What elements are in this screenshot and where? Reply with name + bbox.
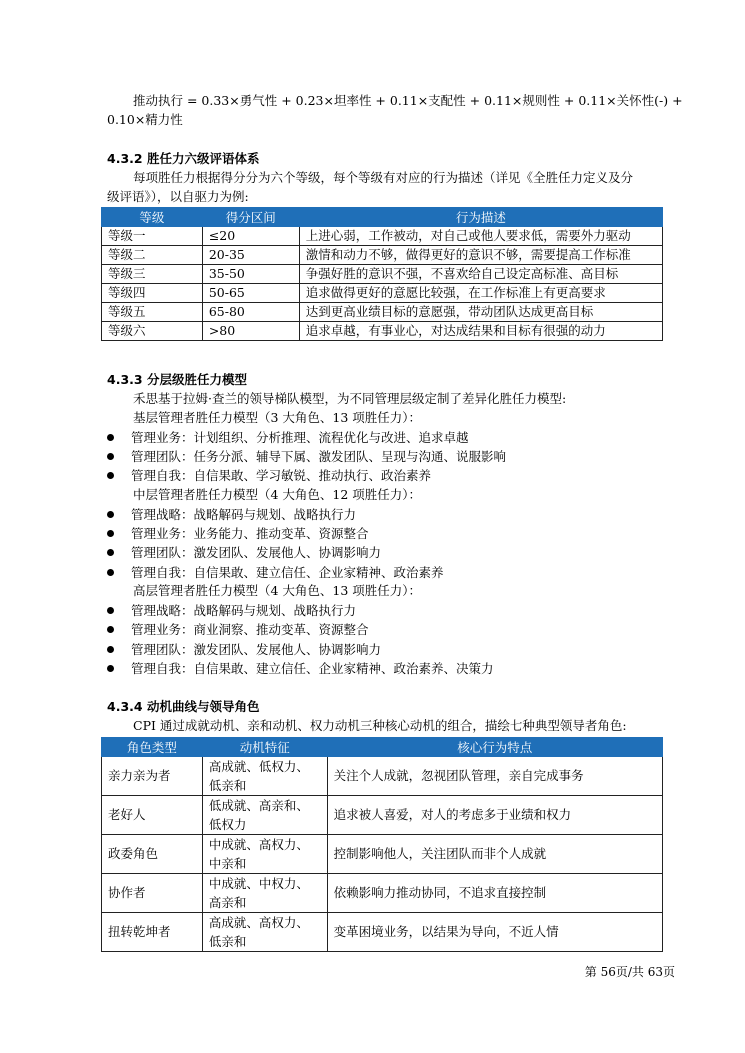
motive-cell: 中成就、中权力、 高亲和	[202, 874, 327, 913]
table-row	[102, 835, 663, 874]
core-behavior-cell: 依赖影响力推动协同，不追求直接控制	[327, 874, 662, 913]
motive-cell: 低成就、高亲和、 低权力	[202, 796, 327, 835]
table-row	[102, 796, 663, 835]
table-row	[102, 265, 663, 284]
formula-line-1: 推动执行 = 0.33×勇气性 + 0.23×坦率性 + 0.11×支配性 + 0.11×规则性 + 0.11×关怀性(-) +	[133, 93, 683, 108]
motive-cell: 中成就、高权力、 中亲和	[202, 835, 327, 874]
list-item: 管理自我：自信果敢、建立信任、企业家精神、政治素养、决策力	[107, 659, 494, 678]
bullet-icon	[107, 549, 114, 556]
bullet-icon	[107, 665, 114, 672]
bullet-icon	[107, 472, 114, 479]
behavior-cell: 争强好胜的意识不强，不喜欢给自己设定高标准、高目标	[299, 265, 662, 284]
bullet-icon	[107, 607, 114, 614]
col-header-motive: 动机特征	[202, 738, 327, 757]
bullet-icon	[107, 434, 114, 441]
core-behavior-cell: 关注个人成就，忽视团队管理，亲自完成事务	[327, 757, 662, 796]
section-heading-4-3-2: 4.3.2 胜任力六级评语体系	[107, 151, 260, 166]
role-cell: 政委角色	[102, 835, 203, 874]
role-cell: 老好人	[102, 796, 203, 835]
score-cell: >80	[202, 322, 299, 341]
level-cell: 等级六	[102, 322, 203, 341]
motive-cell: 高成就、高权力、 低亲和	[202, 913, 327, 952]
level-cell: 等级三	[102, 265, 203, 284]
bullet-icon	[107, 626, 114, 633]
behavior-cell: 上进心弱，工作被动，对自己或他人要求低，需要外力驱动	[299, 227, 662, 246]
table-row	[102, 227, 663, 246]
list-item: 管理自我：自信果敢、建立信任、企业家精神、政治素养	[107, 563, 444, 582]
table-header-row	[102, 208, 663, 227]
section-heading-4-3-3: 4.3.3 分层级胜任力模型	[107, 372, 247, 387]
score-cell: 50-65	[202, 284, 299, 303]
paragraph-line-1: 每项胜任力根据得分分为六个等级，每个等级有对应的行为描述（详见《全胜任力定义及分	[133, 170, 634, 185]
behavior-cell: 追求做得更好的意愿比较强，在工作标准上有更高要求	[299, 284, 662, 303]
formula-line-2: 0.10×精力性	[107, 112, 183, 127]
level-cell: 等级五	[102, 303, 203, 322]
score-cell: 65-80	[202, 303, 299, 322]
motive-cell: 高成就、低权力、 低亲和	[202, 757, 327, 796]
core-behavior-cell: 变革困境业务，以结果为导向，不近人情	[327, 913, 662, 952]
page-footer: 第 56页/共 63页	[584, 965, 675, 979]
level-cell: 等级二	[102, 246, 203, 265]
group-title-middle: 中层管理者胜任力模型（4 大角色、12 项胜任力）：	[133, 487, 422, 502]
bullet-icon	[107, 646, 114, 653]
list-item: 管理战略：战略解码与规划、战略执行力	[107, 505, 356, 524]
table-header-row	[102, 738, 663, 757]
role-cell: 协作者	[102, 874, 203, 913]
list-item: 管理团队：激发团队、发展他人、协调影响力	[107, 543, 381, 562]
core-behavior-cell: 控制影响他人，关注团队而非个人成就	[327, 835, 662, 874]
bullet-icon	[107, 511, 114, 518]
list-item: 管理团队：激发团队、发展他人、协调影响力	[107, 640, 381, 659]
table-row	[102, 284, 663, 303]
table-row	[102, 913, 663, 952]
group-title-junior: 基层管理者胜任力模型（3 大角色、13 项胜任力）：	[133, 410, 422, 425]
bullet-icon	[107, 530, 114, 537]
col-header-score: 得分区间	[202, 208, 299, 227]
behavior-cell: 达到更高业绩目标的意愿强，带动团队达成更高目标	[299, 303, 662, 322]
paragraph-leadership-pipeline: 禾思基于拉姆·查兰的领导梯队模型，为不同管理层级定制了差异化胜任力模型:	[133, 391, 567, 406]
table-row	[102, 322, 663, 341]
section-heading-4-3-4: 4.3.4 动机曲线与领导角色	[107, 699, 260, 714]
col-header-level: 等级	[102, 208, 203, 227]
level-table	[101, 207, 663, 341]
paragraph-line-2: 级评语》），以自驱力为例:	[107, 189, 249, 204]
table-row	[102, 757, 663, 796]
list-item: 管理业务：计划组织、分析推理、流程优化与改进、追求卓越	[107, 428, 469, 447]
level-cell: 等级一	[102, 227, 203, 246]
level-cell: 等级四	[102, 284, 203, 303]
col-header-role: 角色类型	[102, 738, 203, 757]
list-item: 管理团队：任务分派、辅导下属、激发团队、呈现与沟通、说服影响	[107, 447, 506, 466]
role-cell: 亲力亲为者	[102, 757, 203, 796]
bullet-icon	[107, 453, 114, 460]
behavior-cell: 追求卓越，有事业心，对达成结果和目标有很强的动力	[299, 322, 662, 341]
group-title-senior: 高层管理者胜任力模型（4 大角色、13 项胜任力）：	[133, 583, 422, 598]
bullet-icon	[107, 569, 114, 576]
list-item: 管理业务：业务能力、推动变革、资源整合	[107, 524, 369, 543]
score-cell: ≤20	[202, 227, 299, 246]
behavior-cell: 激情和动力不够，做得更好的意识不够，需要提高工作标准	[299, 246, 662, 265]
list-item: 管理自我：自信果敢、学习敏锐、推动执行、政治素养	[107, 466, 431, 485]
score-cell: 35-50	[202, 265, 299, 284]
list-item: 管理业务：商业洞察、推动变革、资源整合	[107, 620, 369, 639]
paragraph-cpi: CPI 通过成就动机、亲和动机、权力动机三种核心动机的组合，描绘七种典型领导者角色:	[133, 718, 627, 733]
core-behavior-cell: 追求被人喜爱，对人的考虑多于业绩和权力	[327, 796, 662, 835]
table-row	[102, 246, 663, 265]
table-row	[102, 874, 663, 913]
list-item: 管理战略：战略解码与规划、战略执行力	[107, 601, 356, 620]
score-cell: 20-35	[202, 246, 299, 265]
role-table	[101, 737, 663, 952]
table-row	[102, 303, 663, 322]
role-cell: 扭转乾坤者	[102, 913, 203, 952]
col-header-core-behavior: 核心行为特点	[327, 738, 662, 757]
col-header-behavior: 行为描述	[299, 208, 662, 227]
